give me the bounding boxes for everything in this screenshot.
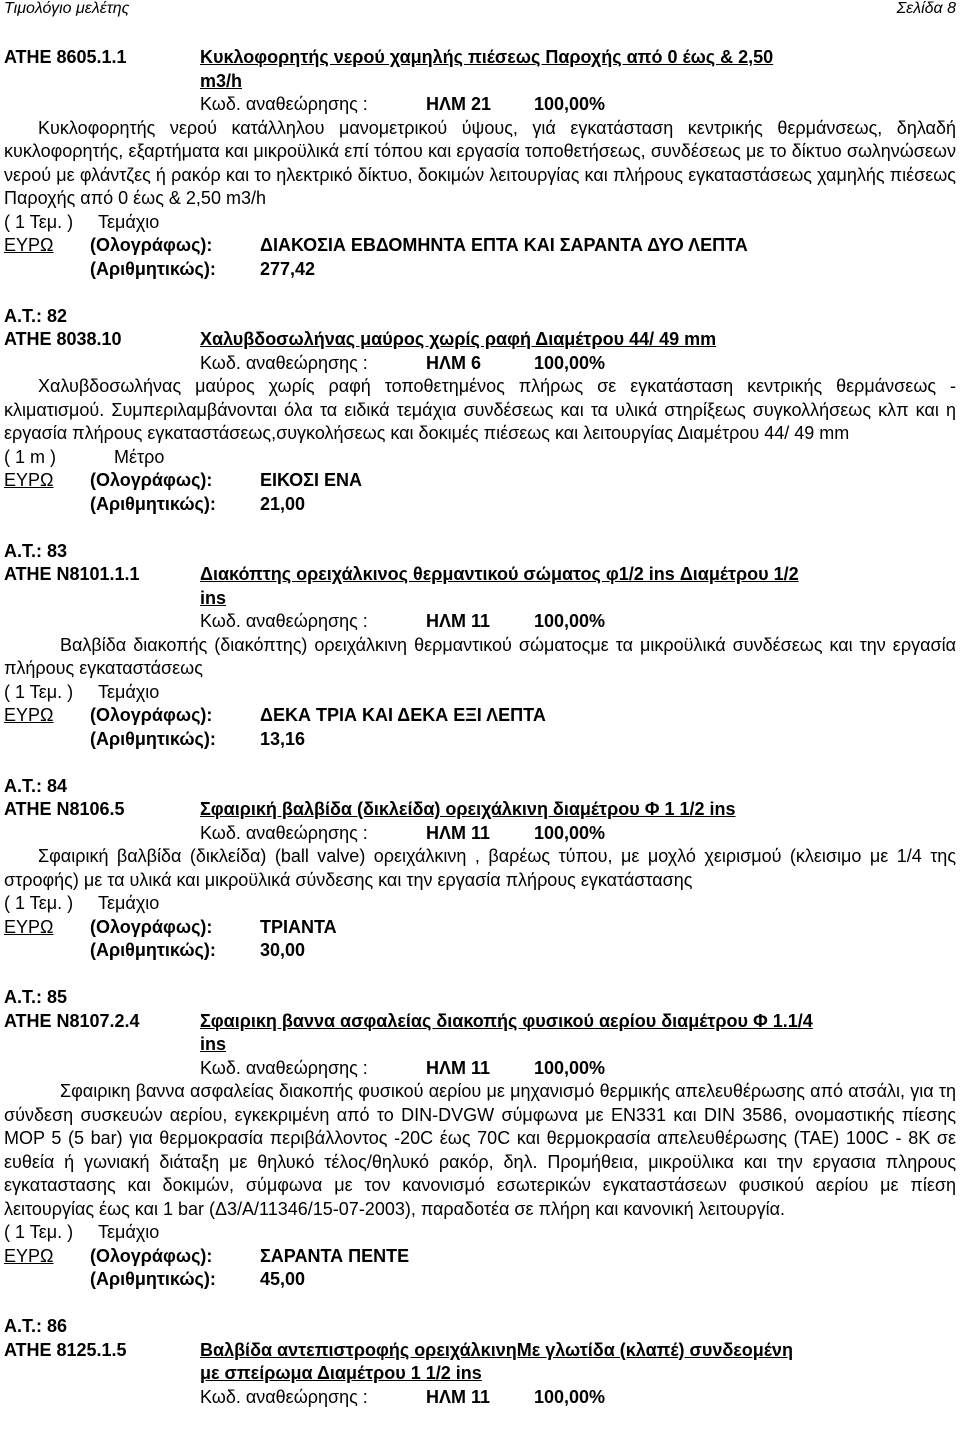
item-title: Σφαιρική βαλβίδα (δικλείδα) ορειχάλκινη διαμέτρου Φ 1 1/2 ins <box>200 799 736 819</box>
revision-line: Κωδ. αναθεώρησης : ΗΛΜ 11 100,00% <box>4 822 956 846</box>
item-at-number: Α.Τ.: 82 <box>4 305 68 326</box>
unit-name: Τεμάχιο <box>98 681 160 702</box>
item-title: Χαλυβδοσωλήνας μαύρος χωρίς ραφή Διαμέτρου 44/ 49 mm <box>200 329 717 349</box>
revision-line: Κωδ. αναθεώρησης : ΗΛΜ 6 100,00% <box>4 352 956 376</box>
price-words-line: ΕΥΡΩ (Ολογράφως): ΔΕΚΑ ΤΡΙΑ ΚΑΙ ΔΕΚΑ ΕΞΙ ΛΕΠΤΑ <box>4 704 956 728</box>
unit-name: Τεμάχιο <box>98 211 160 232</box>
price-in-words: ΕΙΚΟΣΙ ΕΝΑ <box>260 470 362 490</box>
revision-percent: 100,00% <box>534 352 606 373</box>
item-title: Βαλβίδα αντεπιστροφής ορειχάλκινηΜε γλωτίδα (κλαπέ) συνδεομένη <box>200 1339 793 1360</box>
document-body <box>4 46 956 1409</box>
price-words-line: ΕΥΡΩ (Ολογράφως): ΣΑΡΑΝΤΑ ΠΕΝΤΕ <box>4 1245 956 1269</box>
revision-code: ΗΛΜ 6 <box>426 352 482 373</box>
price-in-numbers: 45,00 <box>260 1269 306 1289</box>
currency-label: ΕΥΡΩ <box>4 916 54 937</box>
currency-label: ΕΥΡΩ <box>4 235 54 255</box>
price-number-line: (Αριθμητικώς): 13,16 <box>90 728 306 749</box>
document-title: Τιμολόγιο μελέτης <box>4 0 130 17</box>
item-title-cont: ins <box>200 1034 227 1054</box>
revision-code: ΗΛΜ 11 <box>426 1057 491 1078</box>
revision-percent: 100,00% <box>534 94 606 114</box>
revision-code: ΗΛΜ 11 <box>426 1386 491 1407</box>
revision-percent: 100,00% <box>534 822 606 843</box>
item-code: ΑΤΗΕ Ν8107.2.4 <box>4 1010 140 1031</box>
item-at-number: Α.Τ.: 85 <box>4 987 68 1007</box>
item-description: Σφαιρική βαλβίδα (δικλείδα) (ball valve) ορειχάλκινη , βαρέως τύπου, με μοχλό χειρισμού (κλεισιμο με 1/4 της στροφής) με τα υλικά και μικροϋλικά σύνδεσης και την εργασία πλήρους εγκατάστασης <box>4 846 956 890</box>
item-description: Βαλβίδα διακοπής (διακόπτης) ορειχάλκινη θερμαντικού σώματοςμε τα μικροϋλικά συνδέσεως και την εργασία πλήρους εγκαταστάσεως <box>4 634 956 678</box>
price-number-line: (Αριθμητικώς): 45,00 <box>90 1269 306 1289</box>
revision-code: ΗΛΜ 21 <box>426 94 492 114</box>
price-in-numbers: 277,42 <box>260 258 316 279</box>
price-in-words: ΣΑΡΑΝΤΑ ΠΕΝΤΕ <box>260 1245 410 1266</box>
price-item <box>4 46 956 305</box>
item-title-cont: m3/h <box>200 70 243 91</box>
price-number-line: (Αριθμητικώς): 277,42 <box>90 258 316 279</box>
unit-quantity: ( 1 Τεμ. ) <box>4 681 74 702</box>
currency-label: ΕΥΡΩ <box>4 470 54 490</box>
price-item <box>4 775 956 987</box>
revision-code: ΗΛΜ 11 <box>426 822 491 843</box>
item-code: ΑΤΗΕ Ν8101.1.1 <box>4 564 140 584</box>
unit-quantity: ( 1 Τεμ. ) <box>4 211 74 232</box>
item-at-number: Α.Τ.: 84 <box>4 775 68 796</box>
unit-quantity: ( 1 m ) <box>4 446 56 467</box>
revision-percent: 100,00% <box>534 1386 606 1407</box>
item-description: Χαλυβδοσωλήνας μαύρος χωρίς ραφή τοποθετημένος πλήρως σε εγκατάσταση κεντρικής θερμάνσεως - κλιματισμού. Συμπεριλαμβάνονται όλα τα ειδικά τεμάχια συνδέσεως και τα υλικά στηρίξεως συγκολλήσεως κλπ και η εργασία πλήρους εγκαταστάσεως,συγκολήσεως και δοκιμές πιέσεως και λειτουργίας Διαμέτρου 44/ 49 mm <box>4 376 956 443</box>
revision-line: Κωδ. αναθεώρησης : ΗΛΜ 11 100,00% <box>4 1386 956 1410</box>
page-header <box>4 0 956 26</box>
price-number-line: (Αριθμητικώς): 30,00 <box>90 940 306 960</box>
revision-line: Κωδ. αναθεώρησης : ΗΛΜ 11 100,00% <box>4 610 956 634</box>
price-in-words: ΔΕΚΑ ΤΡΙΑ ΚΑΙ ΔΕΚΑ ΕΞΙ ΛΕΠΤΑ <box>260 705 546 725</box>
price-in-words: ΤΡΙΑΝΤΑ <box>260 916 337 937</box>
currency-label: ΕΥΡΩ <box>4 1245 54 1266</box>
price-item <box>4 305 956 540</box>
unit-quantity: ( 1 Τεμ. ) <box>4 893 74 913</box>
item-title: Διακόπτης ορειχάλκινος θερμαντικού σώματος φ1/2 ins Διαμέτρου 1/2 <box>200 564 799 584</box>
price-item <box>4 986 956 1315</box>
item-code: ΑΤΗΕ 8038.10 <box>4 329 122 349</box>
price-item <box>4 540 956 775</box>
revision-percent: 100,00% <box>534 611 606 631</box>
item-title: Κυκλοφορητής νερού χαμηλής πιέσεως Παροχής από 0 έως & 2,50 <box>200 47 774 67</box>
price-words-line: ΕΥΡΩ (Ολογράφως): ΤΡΙΑΝΤΑ <box>4 916 956 940</box>
item-at-number: Α.Τ.: 83 <box>4 540 68 561</box>
item-title: Σφαιρικη βαννα ασφαλείας διακοπής φυσικού αερίου διαμέτρου Φ 1.1/4 <box>200 1010 813 1031</box>
revision-line: Κωδ. αναθεώρησης : ΗΛΜ 11 100,00% <box>4 1057 956 1081</box>
unit-name: Τεμάχιο <box>98 893 160 913</box>
price-number-line: (Αριθμητικώς): 21,00 <box>90 493 306 514</box>
price-in-words: ΔΙΑΚΟΣΙΑ ΕΒΔΟΜΗΝΤΑ ΕΠΤΑ ΚΑΙ ΣΑΡΑΝΤΑ ΔΥΟ ΛΕΠΤΑ <box>260 235 748 255</box>
item-title-cont: ins <box>200 587 227 608</box>
unit-name: Τεμάχιο <box>98 1222 160 1242</box>
price-in-numbers: 21,00 <box>260 493 306 514</box>
revision-code: ΗΛΜ 11 <box>426 611 491 631</box>
item-code: ΑΤΗΕ Ν8106.5 <box>4 799 125 819</box>
unit-quantity: ( 1 Τεμ. ) <box>4 1222 74 1242</box>
revision-line: Κωδ. αναθεώρησης : ΗΛΜ 21 100,00% <box>4 93 956 117</box>
item-title-cont: με σπείρωμα Διαμέτρου 1 1/2 ins <box>200 1363 482 1383</box>
price-words-line: ΕΥΡΩ (Ολογράφως): ΔΙΑΚΟΣΙΑ ΕΒΔΟΜΗΝΤΑ ΕΠΤΑ ΚΑΙ ΣΑΡΑΝΤΑ ΔΥΟ ΛΕΠΤΑ <box>4 234 956 258</box>
price-in-numbers: 13,16 <box>260 728 306 749</box>
price-words-line: ΕΥΡΩ (Ολογράφως): ΕΙΚΟΣΙ ΕΝΑ <box>4 469 956 493</box>
price-item <box>4 1315 956 1409</box>
item-description: Κυκλοφορητής νερού κατάλληλου μανομετρικού ύψους, γιά εγκατάσταση κεντρικής θερμάνσεως, δηλαδή κυκλοφορητής, εξαρτήματα και μικροϋλικά επί τόπου και εργασία τοποθετήσεως, συνδέσεως με το δίκτυο σωληνώσεων νερού με φλάντζες ή ρακόρ και το ηλεκτρικό δίκτυο, δοκιμών λειτουργίας και πλήρους εγκαταστάσεως χαμηλής πιέσεως Παροχής από 0 έως & 2,50 m3/h <box>4 117 956 208</box>
currency-label: ΕΥΡΩ <box>4 705 54 725</box>
item-description: Σφαιρικη βαννα ασφαλείας διακοπής φυσικού αερίου με μηχανισμό θερμικής απελευθέρωσης από ατσάλι, για τη σύνδεση συσκευών αερίου, εγκεκριμένη από το DIN-DVGW σύμφωνα με EN331 και DIN 3586, ονομαστικής πίεσης MOP 5 (5 bar) για θερμοκρασία περιβάλλοντος -20C έως 70C και θερμοκρασία απελευθέρωσης (ΤΑΕ) 100C - 8K σε ευθεία ή γωνιακή διάταξη με θηλυκό τέλος/θηλυκό ρακόρ, δηλ. Προμήθεια, μικροϋλικα και την εργασια πληρους εγκαταστασης και δοκιμών, σύμφωνα με τον κανονισμό εσωτερικών εγκαταστάσεων φυσικού αερίου με πίεση λειτουργίας έως και 1 bar (Δ3/Α/11346/15-07-2003), παραδοτέα σε πλήρη και κανονική λειτουργία. <box>4 1081 956 1219</box>
revision-percent: 100,00% <box>534 1057 606 1078</box>
item-code: ΑΤΗΕ 8605.1.1 <box>4 47 127 67</box>
page-number: Σελίδα 8 <box>896 0 956 17</box>
item-code: ΑΤΗΕ 8125.1.5 <box>4 1339 127 1360</box>
price-in-numbers: 30,00 <box>260 940 306 960</box>
item-at-number: Α.Τ.: 86 <box>4 1316 68 1336</box>
unit-name: Μέτρο <box>114 446 165 467</box>
